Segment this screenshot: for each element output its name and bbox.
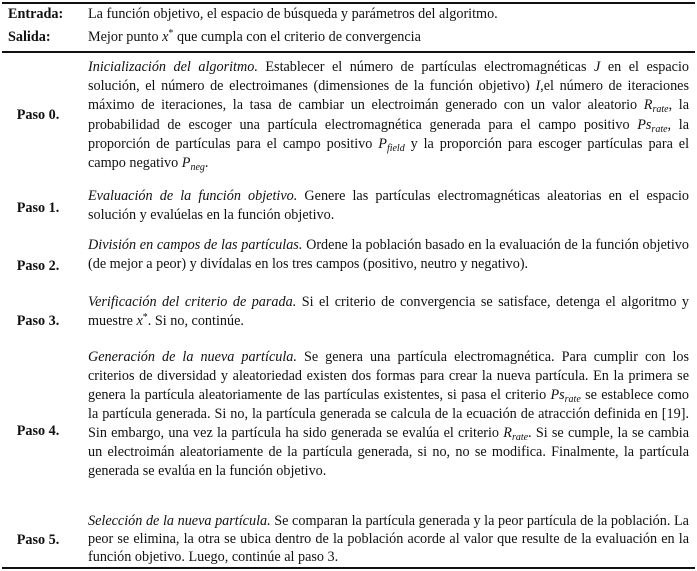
output-text-before: Mejor punto	[88, 29, 159, 45]
step-0-s3: R	[643, 97, 653, 114]
step-0-s2: I	[535, 78, 541, 95]
step-1-label: Paso 1.	[16, 200, 60, 216]
step-0-s4: Ps	[637, 116, 652, 133]
step-3-t1: Si el criterio de convergencia se satisface, detenga el algoritmo y muestre	[88, 294, 689, 329]
step-4-t3: . Si se cumple, la se cambia un electroimán aleatoriamente de la partícula generada, si no, no se modifica. Finalmente, la partícula generada se evalúa en la función objetivo.	[88, 425, 689, 479]
step-3-t2: . Si no, continúe.	[147, 313, 244, 329]
table-bottom-rule	[2, 567, 695, 569]
step-1-title: Evaluación de la función objetivo.	[88, 188, 298, 204]
step-0-s5: P	[378, 135, 387, 152]
step-0-t2: en el espacio solución, el número de electroimanes (dimensiones de la función objetivo)	[88, 59, 689, 95]
step-1-text	[88, 187, 689, 225]
step-2-label: Paso 2.	[16, 258, 60, 274]
step-3-s1: x	[136, 313, 143, 329]
step-0-t3: ,el número de iteraciones máximo de iteraciones, la tasa de cambiar un electroimán generado con un valor aleatorio	[88, 78, 689, 114]
step-3-text	[88, 293, 689, 331]
step-0-s6sub: neg	[190, 162, 205, 174]
step-0-s4sub: rate	[651, 123, 668, 135]
step-4-label: Paso 4.	[16, 423, 60, 439]
step-4-s2sub: rate	[511, 432, 529, 443]
output-sup: *	[168, 28, 174, 39]
step-0-s1: J	[594, 59, 601, 75]
output-symbol: x	[162, 29, 169, 45]
step-0-t7: .	[204, 155, 209, 172]
step-5-label: Paso 5.	[16, 532, 60, 548]
step-0-label: Paso 0.	[16, 107, 60, 123]
step-0-t1: Establecer el número de partículas electromagnéticas	[257, 59, 594, 75]
step-4-text	[88, 348, 689, 481]
step-3-label: Paso 3.	[16, 313, 60, 329]
table-header-rule	[2, 51, 695, 53]
step-0-t5: , la proporción de partículas para el campo positivo	[88, 116, 689, 152]
step-2-title: División en campos de las partículas.	[88, 237, 303, 253]
step-4-s2: R	[503, 425, 512, 441]
step-5-title: Selección de la nueva partícula.	[88, 513, 271, 529]
step-4-title: Generación de la nueva partícula.	[88, 349, 297, 365]
input-text: La función objetivo, el espacio de búsqueda y parámetros del algoritmo.	[88, 6, 498, 22]
step-4-t1: Se genera una partícula electromagnética. Para cumplir con los criterios de diversidad y aleatoriedad existen dos formas para crear la nueva partícula. En la primera se genera la partícula aleatoriamente de las partículas existentes, si pasa el criterio	[88, 349, 690, 403]
output-text-after: que cumpla con el criterio de convergencia	[173, 29, 421, 45]
step-4-t2: se establece como la partícula generada. Si no, la partícula generada se calcula de la ecuación de atracción definida en [19]. Sin embargo, una vez la partícula ha sido generada se evalúa el criterio	[88, 387, 689, 441]
step-0-t6: y la proporción para escoger partículas para el campo negativo	[88, 135, 690, 172]
step-5-text	[88, 512, 689, 566]
output-label: Salida:	[8, 29, 51, 45]
step-2-text	[88, 236, 689, 274]
step-3-title: Verificación del criterio de parada.	[88, 294, 297, 310]
step-0-text	[88, 58, 689, 173]
step-2-t1: Ordene la población basado en la evaluación de la función objetivo (de mejor a peor) y divídalas en los tres campos (positivo, neutro y negativo).	[88, 237, 689, 272]
step-5-t1: Se comparan la partícula generada y la peor partícula de la población. La peor se elimina, la otra se ubica dentro de la población acorde al valor que resulte de la evaluación en la función objetivo. Luego, continúe al paso 3.	[88, 513, 689, 565]
step-0-title: Inicialización del algoritmo.	[88, 59, 258, 75]
output-text	[88, 28, 688, 47]
input-label: Entrada:	[8, 6, 64, 22]
input-row	[0, 5, 697, 27]
step-0-s5sub: field	[386, 142, 405, 154]
step-0-s3sub: rate	[652, 104, 669, 116]
step-3-s1sup: *	[142, 312, 148, 323]
step-1-t1: Genere las partículas electromagnéticas aleatorias en el espacio solución y evalúelas en la función objetivo.	[88, 188, 689, 223]
step-0-t4: , la probabilidad de escoger una partícula electromagnética generada para el campo positivo	[88, 97, 689, 133]
table-top-rule	[2, 2, 695, 4]
output-row	[0, 28, 697, 50]
step-4-s1sub: rate	[564, 394, 581, 405]
step-4-s1: Ps	[550, 387, 565, 403]
step-0-s6: P	[181, 155, 191, 172]
